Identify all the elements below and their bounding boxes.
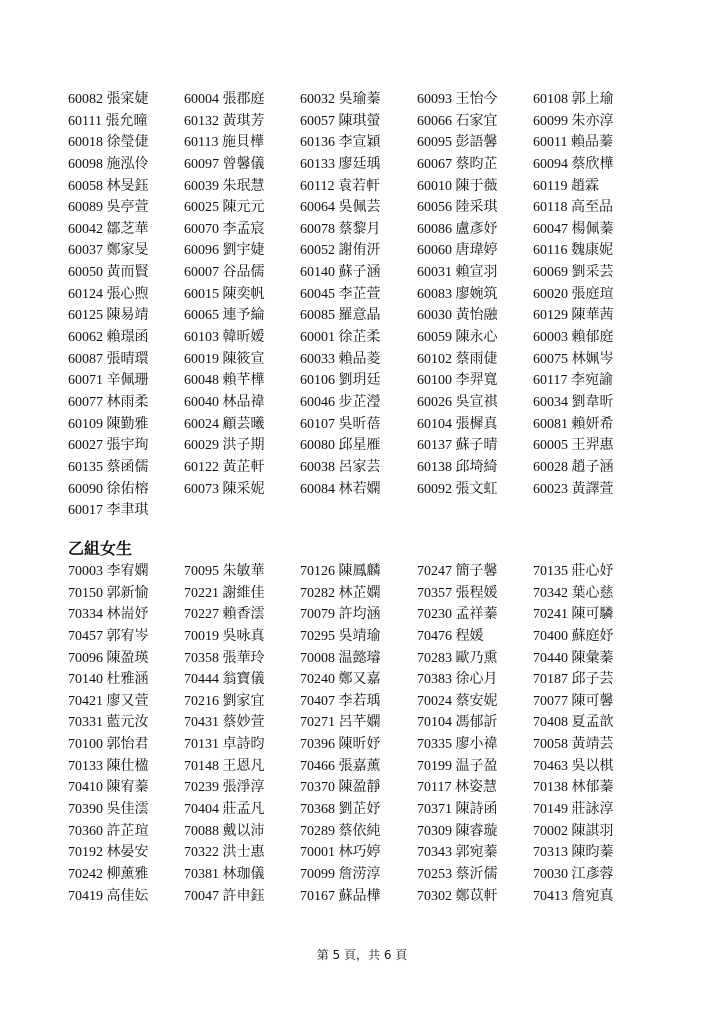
student-entry: 60087 張晴環 [68,351,149,367]
student-entry: 70343 郭宛蓁 [417,845,498,861]
student-entry: 70410 陳宥蓁 [68,780,149,796]
student-entry: 60046 步芷瀅 [300,394,381,410]
student-entry: 70282 林芷嫻 [300,585,381,601]
student-entry: 70058 黃靖芸 [533,737,614,753]
student-entry: 60117 李宛諭 [533,373,613,389]
student-entry: 70331 藍元汝 [68,715,149,731]
student-entry: 60089 吳亭萱 [68,200,149,216]
student-entry: 60107 吳昕蓓 [300,416,381,432]
student-entry: 70079 許均涵 [300,607,381,623]
student-entry: 70030 江彥蓉 [533,866,614,882]
student-entry: 70100 郭怡君 [68,737,149,753]
student-entry: 60070 李孟宸 [184,221,265,237]
student-entry: 60024 顧芸曦 [184,416,265,432]
student-entry: 70047 許申鈺 [184,888,265,904]
student-entry: 60057 陳琪螢 [300,113,381,129]
section-heading: 乙組女生 [68,541,133,558]
student-entry: 60069 劉采芸 [533,265,614,281]
student-entry: 70133 陳仕楹 [68,758,149,774]
student-entry: 70001 林巧婷 [300,845,381,861]
student-entry: 70221 謝維佳 [184,585,265,601]
student-entry: 70309 陳睿璇 [417,823,498,839]
student-entry: 70360 許芷瑄 [68,823,149,839]
student-entry: 60032 吳瑜蓁 [300,92,381,107]
student-entry: 60098 施泓伶 [68,156,149,172]
student-entry: 60027 張宇珣 [68,438,149,454]
student-entry: 70408 夏孟歆 [533,715,614,731]
student-entry: 60077 林雨柔 [68,394,149,410]
student-entry: 70334 林耑妤 [68,607,149,623]
student-entry: 60038 呂家芸 [300,459,381,475]
student-entry: 60004 張郡庭 [184,92,265,107]
student-entry: 70289 蔡依純 [300,823,381,839]
student-entry: 60082 張寀婕 [68,92,149,107]
student-entry: 70024 蔡安妮 [417,693,498,709]
student-entry: 60010 陳于薇 [417,178,498,194]
student-entry: 60075 林姵岑 [533,351,614,367]
student-entry: 60040 林品禕 [184,394,265,410]
student-entry: 60062 賴璟函 [68,330,149,346]
student-entry: 60113 施貝樺 [184,135,264,151]
student-entry: 60034 劉韋昕 [533,394,614,410]
student-entry: 70383 徐心月 [417,672,498,688]
student-entry: 60116 魏康妮 [533,243,613,259]
student-entry: 70431 蔡妙萱 [184,715,265,731]
student-entry: 70335 廖小禕 [417,737,498,753]
student-entry: 60100 李羿寬 [417,373,498,389]
student-entry: 70322 洪士惠 [184,845,265,861]
student-entry: 60103 韓昕嫒 [184,330,265,346]
student-entry: 60033 賴品菱 [300,351,381,367]
student-entry: 60133 廖廷瑀 [300,156,381,172]
student-entry: 60017 李聿琪 [68,503,149,519]
student-entry: 70404 莊孟凡 [184,802,265,818]
student-entry: 70126 陳鳳麟 [300,564,381,579]
student-entry: 60096 劉宇婕 [184,243,265,259]
student-entry: 60030 黃怡融 [417,308,498,324]
student-entry: 60140 蘇子涵 [300,265,381,281]
group-list-previous [68,89,649,522]
student-entry: 60003 賴郁庭 [533,330,614,346]
student-entry: 60047 楊佩蓁 [533,221,614,237]
student-entry: 70358 張華玲 [184,650,265,666]
student-entry: 60065 連予綸 [184,308,265,324]
student-entry: 70242 柳薰雅 [68,866,149,882]
student-entry: 60039 朱珉慧 [184,178,265,194]
student-entry: 70381 林珈儀 [184,866,265,882]
student-entry: 70019 吳咏真 [184,628,265,644]
student-entry: 60048 賴芊樺 [184,373,265,389]
student-entry: 70413 詹宛真 [533,888,614,904]
student-entry: 60084 林若嫻 [300,481,381,497]
student-entry: 60042 鄒芝華 [68,221,149,237]
student-entry: 70457 郭宥岑 [68,628,149,644]
student-entry: 70140 杜雅涵 [68,672,149,688]
student-entry: 70466 張嘉薰 [300,758,381,774]
student-entry: 70247 簡子馨 [417,564,498,579]
student-entry: 60045 李芷萱 [300,286,381,302]
student-entry: 70150 郭新愉 [68,585,149,601]
student-entry: 70302 鄭苡軒 [417,888,498,904]
student-entry: 60136 李宣穎 [300,135,381,151]
student-entry: 60137 蘇子晴 [417,438,498,454]
student-entry: 60005 王羿惠 [533,438,614,454]
student-entry: 70131 卓詩昀 [184,737,265,753]
student-entry: 60064 吳佩芸 [300,200,381,216]
student-entry: 60111 張允曈 [68,113,148,129]
student-entry: 60099 朱亦淳 [533,113,614,129]
student-entry: 70419 高佳妘 [68,888,149,904]
student-entry: 70400 蘇庭妤 [533,628,614,644]
student-entry: 70077 陳可馨 [533,693,614,709]
student-entry: 60086 盧彥妤 [417,221,498,237]
student-entry: 70187 邱子芸 [533,672,614,688]
student-entry: 60125 陳易靖 [68,308,149,324]
student-entry: 60090 徐佑榕 [68,481,149,497]
student-entry: 60081 賴妍希 [533,416,614,432]
student-entry: 70407 李若瑀 [300,693,381,709]
student-entry: 70239 張淨淳 [184,780,265,796]
student-entry: 60092 張文虹 [417,481,498,497]
student-entry: 60020 張庭瑄 [533,286,614,302]
student-entry: 70371 陳詩函 [417,802,498,818]
student-entry: 70099 詹涝淳 [300,866,381,882]
student-entry: 60108 郭上瑜 [533,92,614,107]
student-entry: 60026 吳宣祺 [417,394,498,410]
student-entry: 60037 鄭家旻 [68,243,149,259]
student-entry: 60106 劉玥廷 [300,373,381,389]
student-entry: 60109 陳勤雅 [68,416,149,432]
student-entry: 70357 張程媛 [417,585,498,601]
student-entry: 70240 鄭又嘉 [300,672,381,688]
student-entry: 70440 陳彙蓁 [533,650,614,666]
student-entry: 70396 陳昕妤 [300,737,381,753]
student-entry: 70253 蔡沂儒 [417,866,498,882]
group-list-b-girls [68,561,649,907]
student-entry: 60023 黃譯萱 [533,481,614,497]
student-entry: 60083 廖婉筑 [417,286,498,302]
student-entry: 60001 徐芷柔 [300,330,381,346]
student-entry: 70003 李宥嫻 [68,564,149,579]
student-entry: 60059 陳永心 [417,330,498,346]
student-entry: 70088 戴以沛 [184,823,265,839]
student-entry: 70148 王恩凡 [184,758,265,774]
student-entry: 70117 林姿慧 [417,780,497,796]
student-entry: 60135 蔡函儒 [68,459,149,475]
student-entry: 70370 陳盈靜 [300,780,381,796]
student-entry: 60018 徐瑩倢 [68,135,149,151]
student-entry: 60080 邱星雁 [300,438,381,454]
student-entry: 60129 陳華茜 [533,308,614,324]
student-entry: 60028 趙子涵 [533,459,614,475]
student-entry: 60019 陳筱宣 [184,351,265,367]
student-entry: 60124 張心煦 [68,286,149,302]
student-entry: 60011 賴品蓁 [533,135,613,151]
student-entry: 60122 黃芷軒 [184,459,265,475]
student-entry: 60132 黃琪芳 [184,113,265,129]
student-entry: 70342 葉心慈 [533,585,614,601]
student-entry: 70138 林郁蓁 [533,780,614,796]
student-entry: 70216 劉家宜 [184,693,265,709]
student-entry: 70313 陳昀蓁 [533,845,614,861]
student-entry: 70271 呂芊嫻 [300,715,381,731]
student-entry: 70095 朱敏華 [184,564,265,579]
student-entry: 60097 曾馨儀 [184,156,265,172]
student-entry: 70135 莊心妤 [533,564,614,579]
student-entry: 70149 莊詠淳 [533,802,614,818]
student-entry: 70002 陳諆羽 [533,823,614,839]
student-entry: 60093 王怡今 [417,92,498,107]
student-entry: 70463 吳以棋 [533,758,614,774]
student-entry: 60102 蔡雨倢 [417,351,498,367]
student-entry: 70241 陳可驎 [533,607,614,623]
student-entry: 60015 陳奕帆 [184,286,265,302]
student-entry: 70230 孟祥蓁 [417,607,498,623]
student-entry: 60067 蔡昀芷 [417,156,498,172]
student-entry: 70096 陳盈瑛 [68,650,149,666]
student-entry: 70476 程媛 [417,628,484,644]
student-entry: 70167 蘇品樺 [300,888,381,904]
student-entry: 60058 林旻鈺 [68,178,149,194]
student-entry: 70368 劉芷妤 [300,802,381,818]
student-entry: 60071 辛佩珊 [68,373,149,389]
student-entry: 60031 賴宣羽 [417,265,498,281]
student-entry: 60095 彭語馨 [417,135,498,151]
student-entry: 70390 吳佳澐 [68,802,149,818]
student-entry: 70444 翁寶儀 [184,672,265,688]
student-entry: 70421 廖又萱 [68,693,149,709]
student-entry: 70199 温子盈 [417,758,498,774]
student-entry: 60119 趙霖 [533,178,599,194]
page-number: 第 5 頁，共 6 頁 [316,948,408,962]
student-entry: 60078 蔡黎月 [300,221,381,237]
student-entry: 60052 謝侑汧 [300,243,381,259]
student-entry: 60056 陸采琪 [417,200,498,216]
student-entry: 70283 歐乃熏 [417,650,498,666]
student-entry: 60029 洪子期 [184,438,265,454]
student-entry: 60007 谷品儒 [184,265,265,281]
student-entry: 60118 高至品 [533,200,613,216]
student-entry: 60085 羅意晶 [300,308,381,324]
student-entry: 60094 蔡欣樺 [533,156,614,172]
student-entry: 70104 馮郁訢 [417,715,498,731]
student-entry: 60112 袁若軒 [300,178,380,194]
student-entry: 70192 林晏安 [68,845,149,861]
student-entry: 60073 陳采妮 [184,481,265,497]
student-entry: 60104 張樨真 [417,416,498,432]
student-entry: 60060 唐瑋婷 [417,243,498,259]
student-entry: 70295 吳靖瑜 [300,628,381,644]
student-entry: 60066 石家宜 [417,113,498,129]
student-entry: 60025 陳元元 [184,200,265,216]
student-entry: 70008 温懿璿 [300,650,381,666]
student-entry: 60050 黃而賢 [68,265,149,281]
student-entry: 70227 賴香澐 [184,607,265,623]
student-entry: 60138 邱埼綺 [417,459,498,475]
